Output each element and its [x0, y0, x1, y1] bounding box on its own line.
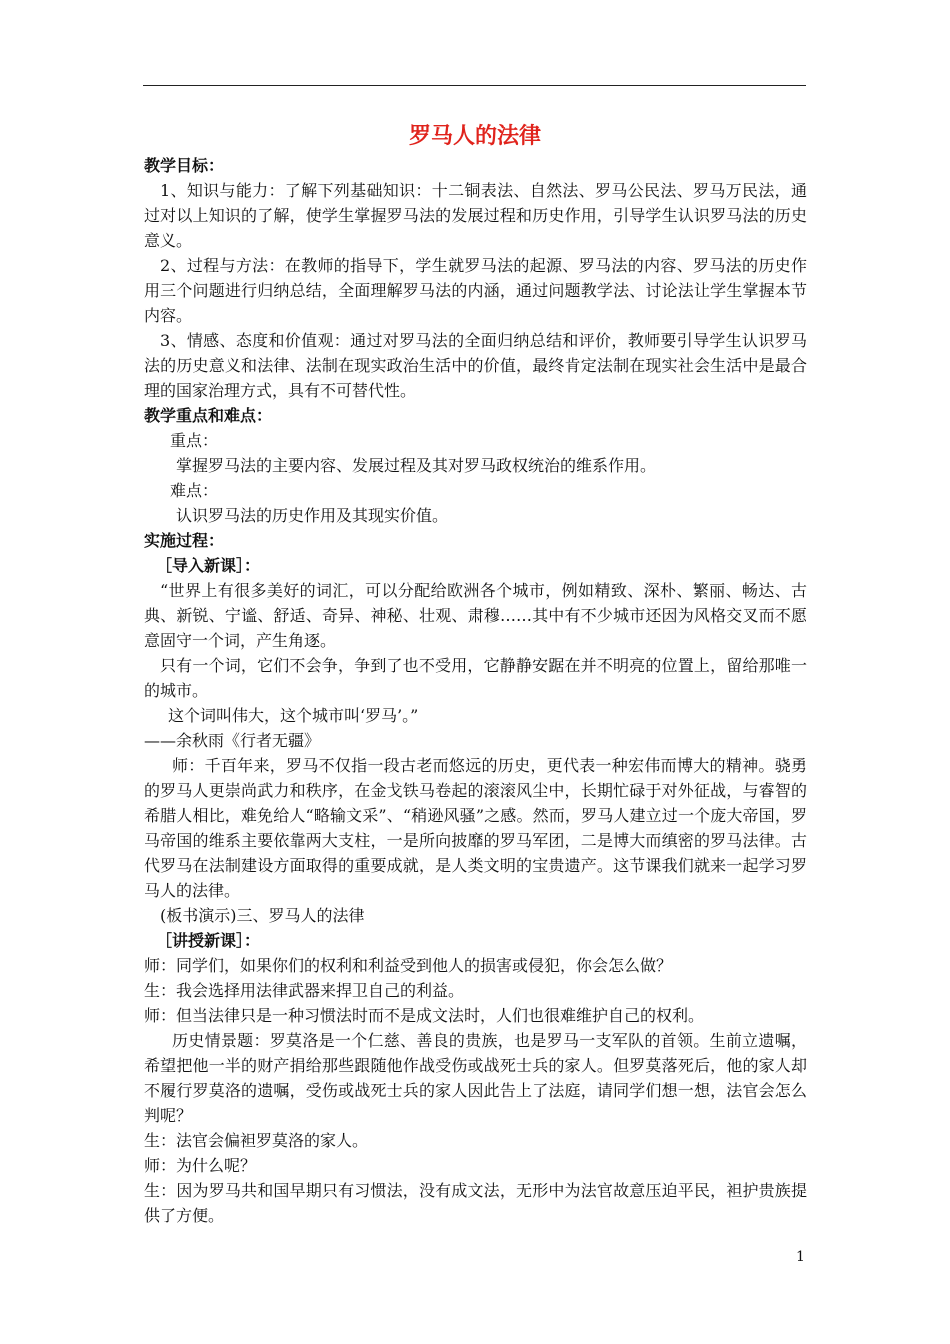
dialogue-line: 生：我会选择用法律武器来捍卫自己的利益。 — [144, 981, 465, 1000]
intro-label: ［导入新课］： — [156, 556, 261, 575]
process-heading: 实施过程： — [144, 531, 225, 550]
difficulty-text: 认识罗马法的历史作用及其现实价值。 — [176, 506, 449, 525]
quote-paragraph-1: “世界上有很多美好的词汇，可以分配给欧洲各个城市，例如精致、深朴、繁丽、畅达、古典、新锐、宁谧、舒适、奇异、神秘、壮观、肃穆……其中有不少城市还因为风格交叉而不愿意固守一个词，产生角逐。 — [144, 581, 807, 650]
board-note: (板书演示)三、罗马人的法律 — [160, 906, 365, 925]
lecture-label: ［讲授新课］： — [156, 931, 261, 950]
dialogue-line: 师：同学们，如果你们的权利和利益受到他人的损害或侵犯，你会怎么做？ — [144, 956, 673, 975]
dialogue-line: 生：因为罗马共和国早期只有习惯法，没有成文法，无形中为法官故意压迫平民，袒护贵族提供了方便。 — [144, 1181, 807, 1225]
focus-label: 重点： — [170, 431, 219, 450]
historical-scenario: 历史情景题：罗莫洛是一个仁慈、善良的贵族，也是罗马一支军队的首领。生前立遗嘱，希望把他一半的财产捐给那些跟随他作战受伤或战死士兵的家人。但罗莫落死后，他的家人却不履行罗莫洛的遗嘱，受伤或战死士兵的家人因此告上了法庭，请同学们想一想，法官会怎么判呢？ — [144, 1031, 807, 1125]
document-title: 罗马人的法律 — [408, 123, 541, 149]
key-points-heading: 教学重点和难点： — [144, 406, 273, 425]
difficulty-label: 难点： — [170, 481, 219, 500]
quote-source: ——余秋雨《行者无疆》 — [144, 731, 321, 750]
objectives-heading: 教学目标： — [144, 156, 225, 175]
header-rule — [143, 85, 806, 86]
focus-text: 掌握罗马法的主要内容、发展过程及其对罗马政权统治的维系作用。 — [176, 456, 657, 475]
dialogue-line: 师：为什么呢？ — [144, 1156, 257, 1175]
dialogue-line: 生：法官会偏袒罗莫洛的家人。 — [144, 1131, 369, 1150]
page-number: 1 — [796, 1249, 805, 1265]
teacher-intro: 师：千百年来，罗马不仅指一段古老而悠远的历史，更代表一种宏伟而博大的精神。骁勇的罗马人更崇尚武力和秩序，在金戈铁马卷起的滚滚风尘中，长期忙碌于对外征战，与睿智的希腊人相比，难免给人“略输文采”、“稍逊风骚”之感。然而，罗马人建立过一个庞大帝国，罗马帝国的维系主要依靠两大支柱，一是所向披靡的罗马军团，二是博大而缜密的罗马法律。古代罗马在法制建设方面取得的重要成就，是人类文明的宝贵遗产。这节课我们就来一起学习罗马人的法律。 — [144, 756, 807, 900]
objective-knowledge: 1、知识与能力：了解下列基础知识：十二铜表法、自然法、罗马公民法、罗马万民法，通过对以上知识的了解，使学生掌握罗马法的发展过程和历史作用，引导学生认识罗马法的历史意义。 — [144, 181, 807, 250]
quote-paragraph-3: 这个词叫伟大，这个城市叫‘罗马’。” — [168, 706, 419, 725]
quote-paragraph-2: 只有一个词，它们不会争，争到了也不受用，它静静安踞在并不明亮的位置上，留给那唯一的城市。 — [144, 656, 807, 700]
dialogue-line: 师：但当法律只是一种习惯法时而不是成文法时，人们也很难维护自己的权利。 — [144, 1006, 705, 1025]
document-body — [144, 153, 807, 1228]
objective-attitude: 3、情感、态度和价值观：通过对罗马法的全面归纳总结和评价，教师要引导学生认识罗马法的历史意义和法律、法制在现实政治生活中的价值，最终肯定法制在现实社会生活中是最合理的国家治理方式，具有不可替代性。 — [144, 331, 807, 400]
objective-process: 2、过程与方法：在教师的指导下，学生就罗马法的起源、罗马法的内容、罗马法的历史作用三个问题进行归纳总结，全面理解罗马法的内涵，通过问题教学法、讨论法让学生掌握本节内容。 — [144, 256, 807, 325]
